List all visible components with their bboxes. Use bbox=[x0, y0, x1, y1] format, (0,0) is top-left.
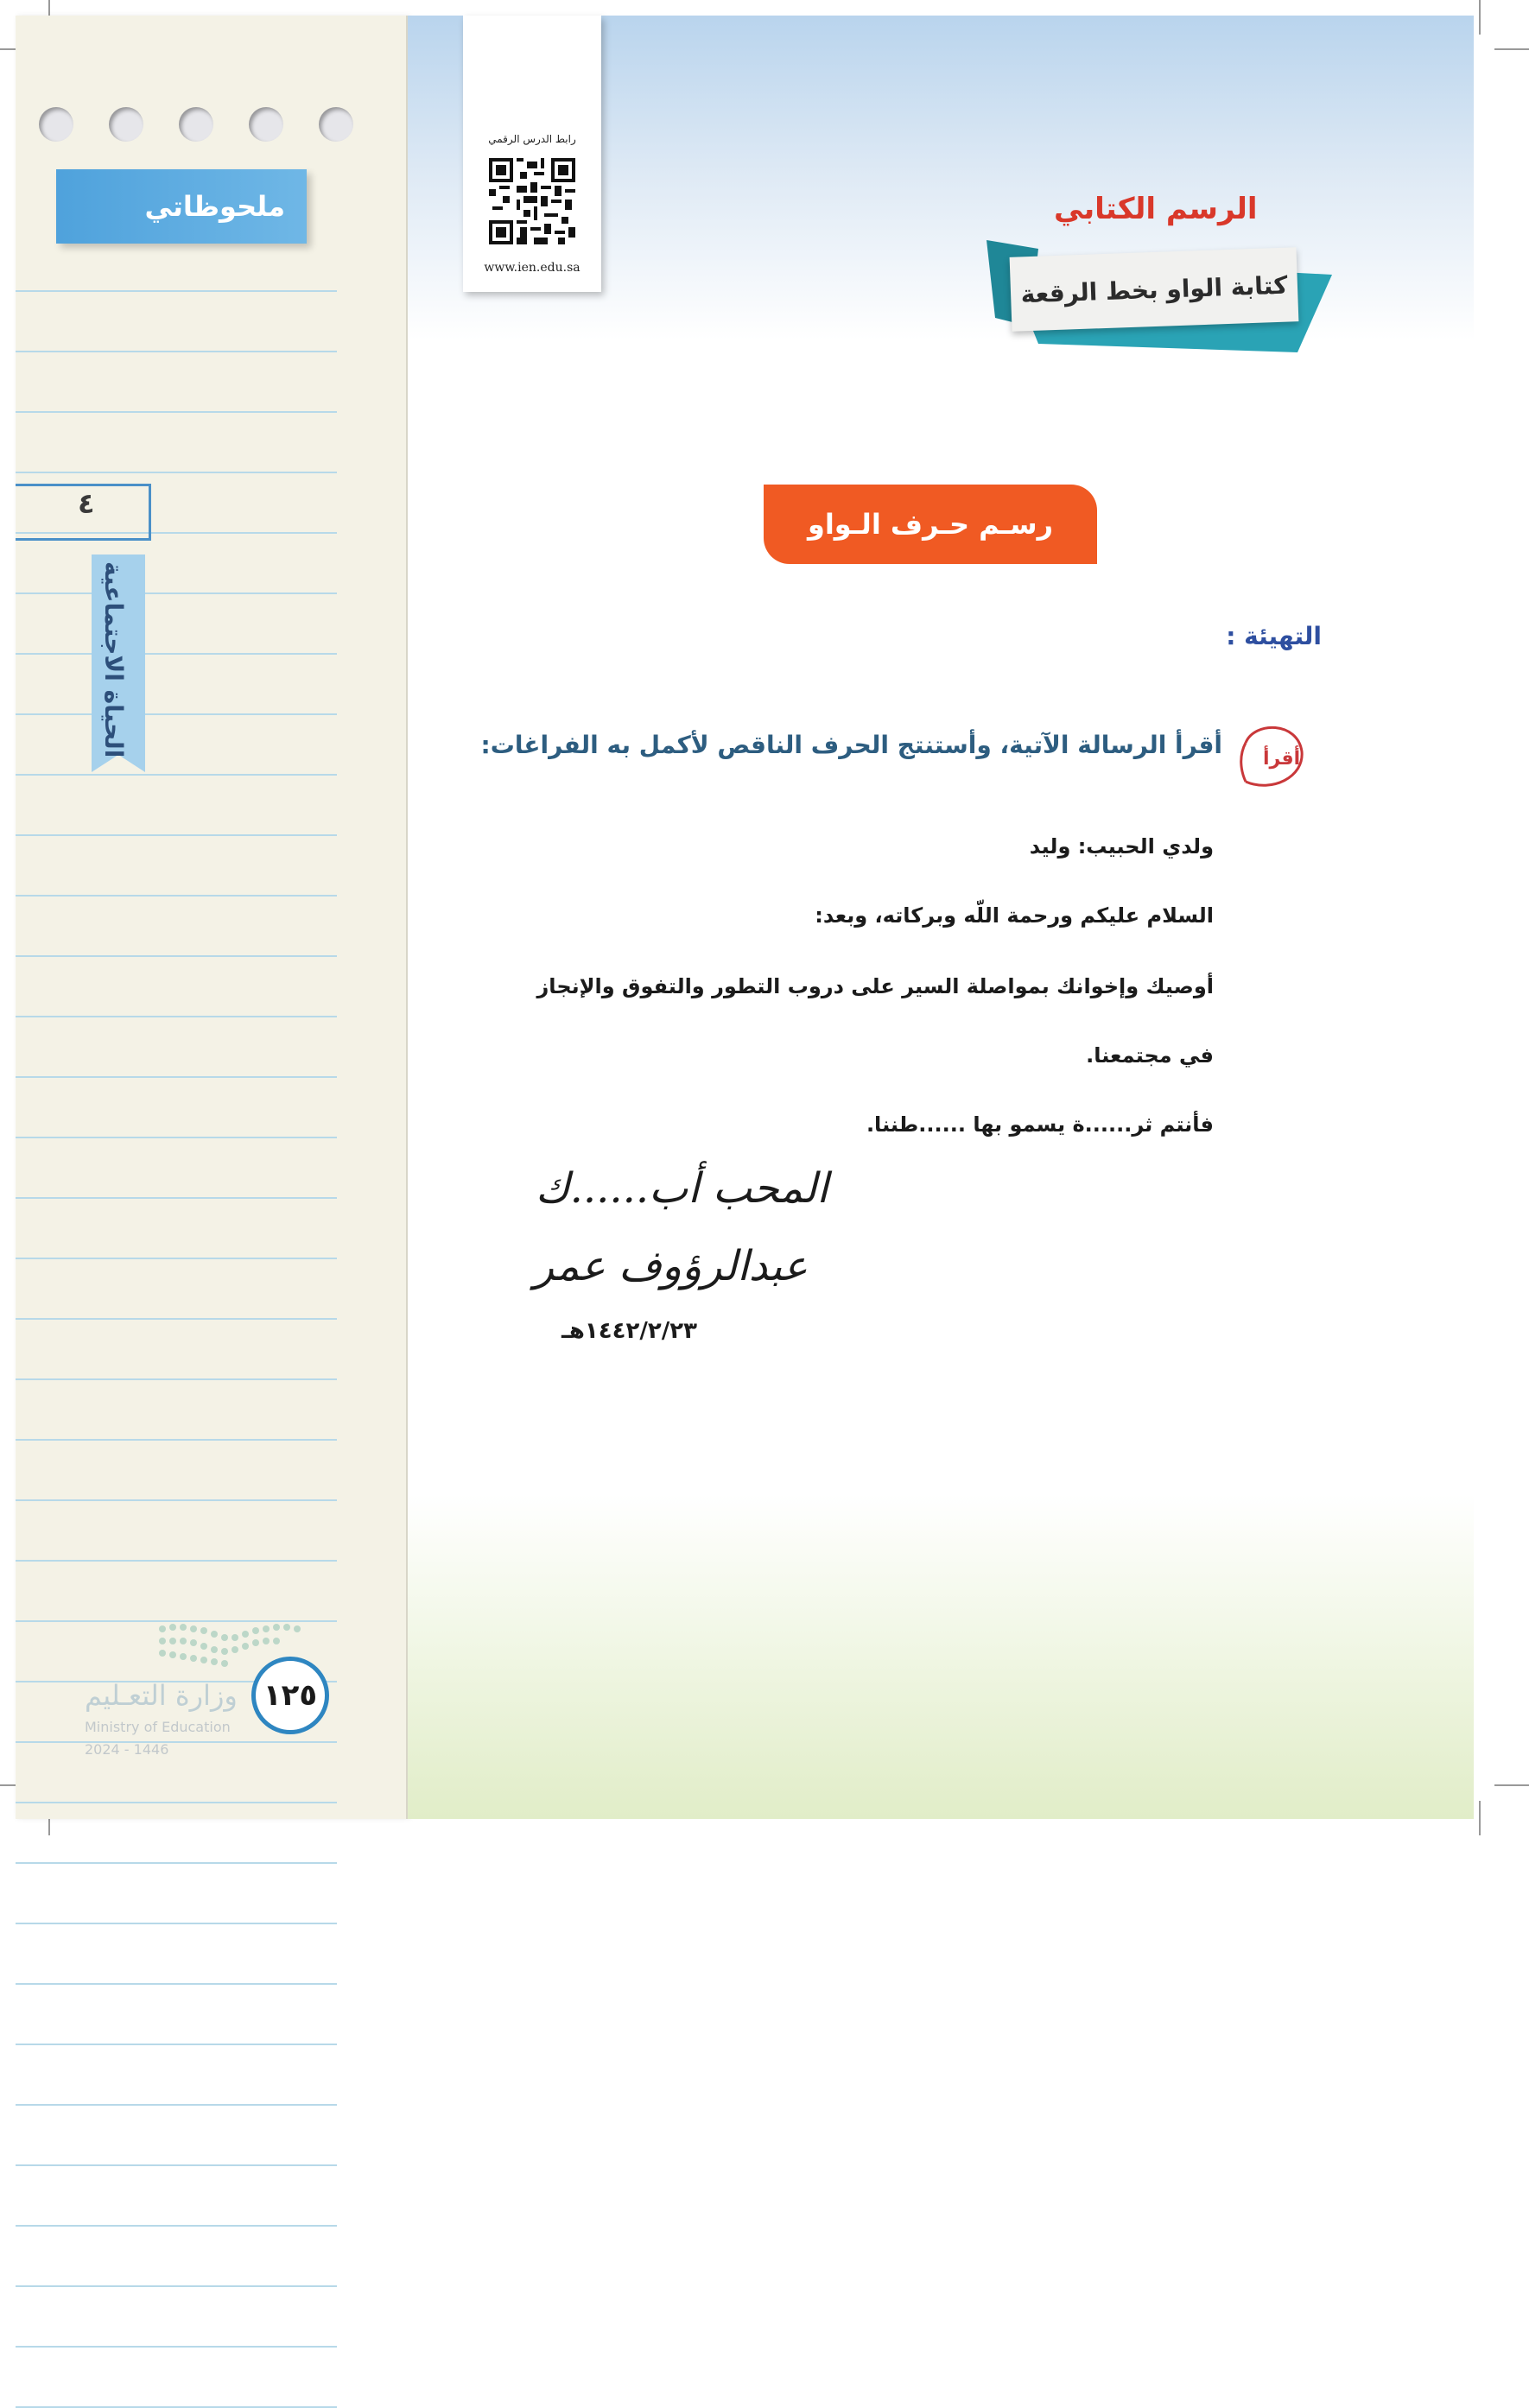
qr-code-icon[interactable] bbox=[489, 154, 575, 249]
page-number: ١٢٥ bbox=[263, 1678, 318, 1713]
crop-mark bbox=[1479, 1801, 1481, 1835]
ruled-line bbox=[16, 351, 337, 352]
letter-line: السلام عليكم ورحمة اللّه وبركاته، وبعد: bbox=[815, 903, 1214, 928]
unit-title: الحياة الاجتماعية bbox=[99, 561, 128, 758]
lesson-banner bbox=[764, 485, 1097, 564]
crop-mark bbox=[1494, 1784, 1529, 1786]
ruled-line bbox=[16, 653, 337, 655]
notes-column bbox=[16, 16, 409, 1819]
ruled-line bbox=[16, 1560, 337, 1562]
ruled-line bbox=[16, 2164, 337, 2166]
binder-ring bbox=[109, 107, 143, 142]
ruled-line bbox=[16, 1983, 337, 1985]
ruled-line bbox=[16, 2044, 337, 2045]
crop-mark bbox=[1479, 0, 1481, 35]
page-number-badge bbox=[251, 1657, 329, 1734]
read-icon bbox=[1220, 717, 1306, 795]
ministry-name-en: Ministry of Education bbox=[85, 1719, 231, 1735]
ruled-line bbox=[16, 2346, 337, 2348]
warmup-instruction: أقرأ الرسالة الآتية، وأستنتج الحرف الناقص لأكمل به الفراغات: bbox=[480, 731, 1222, 759]
ruled-line bbox=[16, 1378, 337, 1380]
section-title: كتابة الواو بخط الرقعة bbox=[1020, 270, 1288, 308]
section-category: الرسم الكتابي bbox=[1054, 192, 1258, 226]
ruled-line bbox=[16, 592, 337, 594]
binder-ring bbox=[249, 107, 283, 142]
ruled-line bbox=[16, 472, 337, 473]
unit-number: ٤ bbox=[78, 487, 95, 520]
ruled-line bbox=[16, 2285, 337, 2287]
section-title-box bbox=[1010, 247, 1299, 332]
ruled-line bbox=[16, 1197, 337, 1199]
ministry-year: 2024 - 1446 bbox=[85, 1741, 169, 1758]
notes-title: ملحوظاتي bbox=[144, 190, 285, 223]
qr-url[interactable]: www.ien.edu.sa bbox=[484, 261, 581, 275]
ruled-line bbox=[16, 2104, 337, 2106]
warmup-heading: التهيئة : bbox=[1226, 622, 1322, 650]
ruled-line bbox=[16, 290, 337, 292]
ruled-line bbox=[16, 411, 337, 413]
ruled-line bbox=[16, 1016, 337, 1017]
signature-line-1: المحب أب......ك bbox=[536, 1164, 828, 1213]
qr-label: رابط الدرس الرقمي bbox=[488, 133, 576, 145]
ruled-line bbox=[16, 1862, 337, 1864]
ruled-line bbox=[16, 1318, 337, 1320]
ruled-line bbox=[16, 2225, 337, 2227]
ruled-line bbox=[16, 774, 337, 776]
letter-line: أوصيك وإخوانك بمواصلة السير على دروب التطور والتفوق والإنجاز bbox=[536, 974, 1214, 998]
ruled-line bbox=[16, 1076, 337, 1078]
ruled-line bbox=[16, 1439, 337, 1441]
ruled-line bbox=[16, 1923, 337, 1924]
letter-line: فأنتم ثر......ة يسمو بها ......طننا. bbox=[866, 1112, 1214, 1137]
letter-line: في مجتمعنا. bbox=[1086, 1043, 1214, 1068]
binder-ring bbox=[39, 107, 73, 142]
binder-ring bbox=[319, 107, 353, 142]
ruled-line bbox=[16, 713, 337, 715]
ruled-line bbox=[16, 895, 337, 897]
ruled-line bbox=[16, 1741, 337, 1743]
ruled-line bbox=[16, 1137, 337, 1138]
ruled-line bbox=[16, 1258, 337, 1259]
ruled-line bbox=[16, 1802, 337, 1803]
ruled-line bbox=[16, 834, 337, 836]
ruled-line bbox=[16, 955, 337, 957]
letter-line: ولدي الحبيب: وليد bbox=[1029, 834, 1214, 859]
crop-mark bbox=[1494, 48, 1529, 50]
binder-ring bbox=[179, 107, 213, 142]
letter-date: ١٤٤٢/٢/٢٣هـ bbox=[561, 1318, 697, 1344]
signature-line-2: عبدالرؤوف عمر bbox=[534, 1242, 809, 1290]
lesson-title: رسـم حـرف الـواو bbox=[807, 508, 1054, 541]
qr-card[interactable] bbox=[463, 16, 601, 292]
ministry-name-ar: وزارة التعـليم bbox=[85, 1679, 238, 1712]
ruled-line bbox=[16, 1499, 337, 1501]
svg-text:أقرأ: أقرأ bbox=[1263, 748, 1301, 770]
notes-header bbox=[56, 169, 307, 244]
